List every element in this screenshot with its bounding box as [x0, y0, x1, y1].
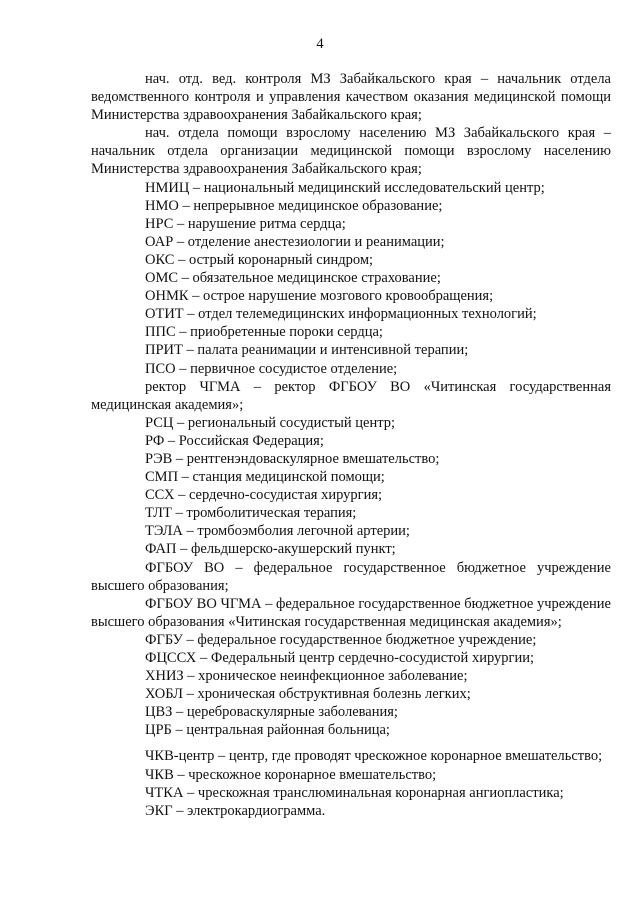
abbreviation-entry: ректор ЧГМА – ректор ФГБОУ ВО «Читинская государственная медицинская академия»; — [91, 378, 611, 413]
abbreviation-entry: ЧКВ-центр – центр, где проводят чрескожное коронарное вмешательство; — [145, 748, 603, 765]
abbreviation-entry: ПСО – первичное сосудистое отделение; — [145, 360, 398, 377]
abbreviation-entry: ЧТКА – чрескожная транслюминальная коронарная ангиопластика; — [145, 784, 564, 801]
spacer — [91, 739, 611, 747]
abbreviation-entry: НМО – непрерывное медицинское образование; — [145, 197, 443, 214]
abbreviation-entry: ОКС – острый коронарный синдром; — [145, 251, 374, 268]
abbreviation-entry: ХНИЗ – хроническое неинфекционное заболевание; — [145, 668, 468, 685]
abbreviation-entry: ТЛТ – тромболитическая терапия; — [145, 505, 357, 522]
page-number: 4 — [316, 36, 324, 52]
abbreviation-entry: РСЦ – региональный сосудистый центр; — [145, 414, 395, 431]
abbreviation-entry: СМП – станция медицинской помощи; — [145, 469, 385, 486]
abbreviation-entry: ОМС – обязательное медицинское страхование; — [145, 270, 441, 287]
abbreviation-entry: РЭВ – рентгенэндоваскулярное вмешательство; — [145, 450, 440, 467]
abbreviation-entry: ССХ – сердечно-сосудистая хирургия; — [145, 487, 383, 504]
abbreviation-entry: НРС – нарушение ритма сердца; — [145, 215, 346, 232]
abbreviation-entry: ФГБУ – федеральное государственное бюджетное учреждение; — [145, 631, 537, 648]
abbreviation-entry: ЦВЗ – цереброваскулярные заболевания; — [145, 704, 398, 721]
abbreviation-entry: ПРИТ – палата реанимации и интенсивной терапии; — [145, 342, 469, 359]
abbreviation-entry: ОНМК – острое нарушение мозгового кровообращения; — [145, 288, 494, 305]
abbreviation-entry: РФ – Российская Федерация; — [145, 432, 324, 449]
abbreviation-entry: ППС – приобретенные пороки сердца; — [145, 324, 383, 341]
abbreviation-entry: ФЦССХ – Федеральный центр сердечно-сосудистой хирургии; — [145, 650, 535, 666]
abbreviation-entry: ОАР – отделение анестезиологии и реанимации; — [145, 233, 445, 250]
abbreviation-entry: нач. отд. вед. контроля МЗ Забайкальского края – начальник отдела ведомственного контроля и управления качеством оказания медицинской помощи Министерства здравоохранения Забайкальского края; — [91, 71, 611, 124]
abbreviation-entry: нач. отдела помощи взрослому населению МЗ Забайкальского края – начальник отдела организации медицинской помощи взрослому населению Министерства здравоохранения Забайкальского края; — [91, 125, 611, 178]
abbreviation-entry: ХОБЛ – хроническая обструктивная болезнь легких; — [145, 686, 471, 703]
abbreviation-entry: ЧКВ – чрескожное коронарное вмешательство; — [145, 766, 437, 783]
abbreviation-entry: ТЭЛА – тромбоэмболия легочной артерии; — [145, 523, 410, 540]
abbreviation-entry: ОТИТ – отдел телемедицинских информационных технологий; — [145, 306, 537, 323]
abbreviation-entry: ФГБОУ ВО ЧГМА – федеральное государственное бюджетное учреждение высшего образования «Читинская государственная медицинская академия»; — [91, 595, 611, 630]
abbreviation-entry: ФГБОУ ВО – федеральное государственное бюджетное учреждение высшего образования; — [91, 559, 611, 594]
abbreviation-entry: ЦРБ – центральная районная больница; — [145, 722, 390, 739]
abbreviation-entry: ФАП – фельдшерско-акушерский пункт; — [145, 541, 396, 558]
abbreviation-entry: НМИЦ – национальный медицинский исследовательский центр; — [145, 179, 545, 196]
abbreviations-list — [91, 70, 611, 820]
abbreviation-entry: ЭКГ – электрокардиограмма. — [145, 802, 326, 819]
